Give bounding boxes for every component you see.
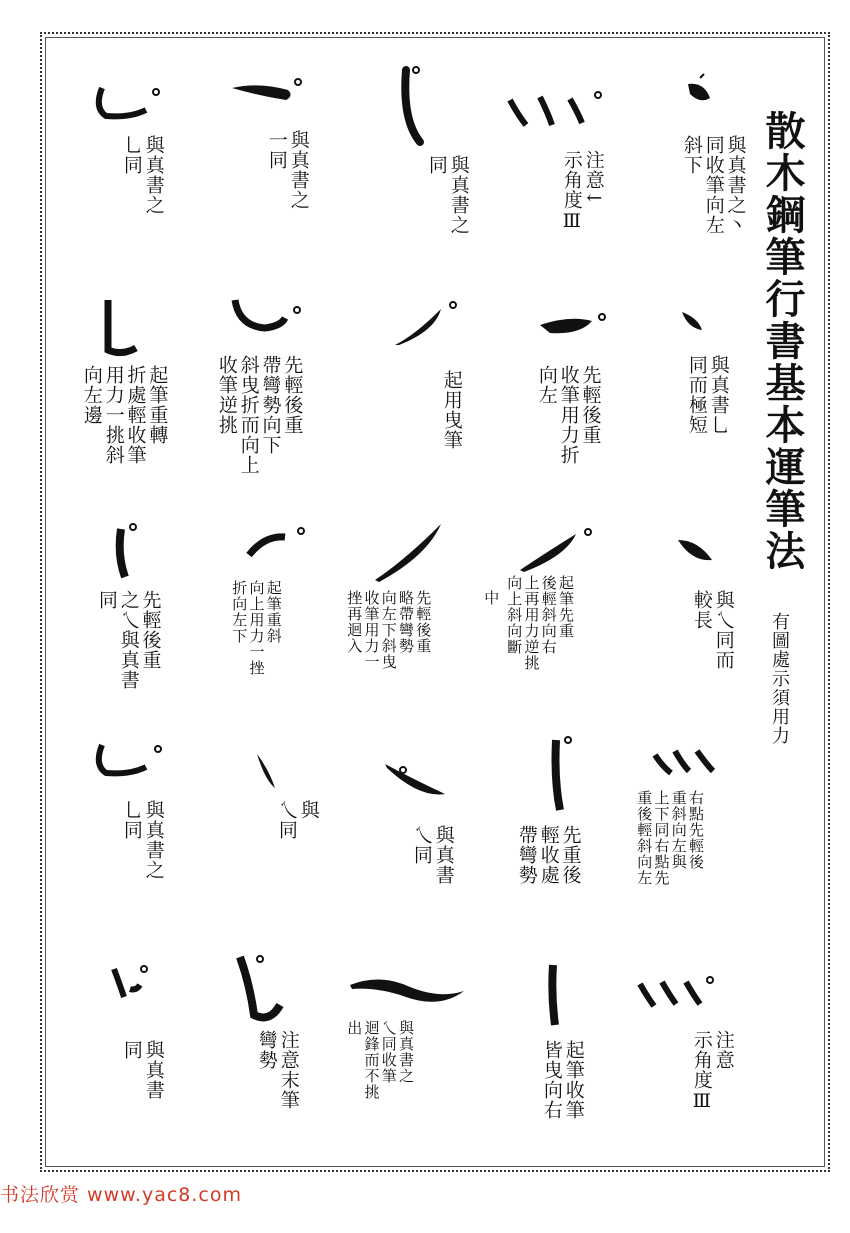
brush-stroke-diagram — [535, 955, 575, 1035]
brush-stroke-diagram — [95, 515, 155, 585]
brush-stroke-diagram — [235, 515, 315, 565]
brush-stroke-diagram — [520, 305, 610, 345]
stroke-note: 起筆收筆 皆曳向右 — [540, 1040, 585, 1120]
brush-stroke-diagram — [80, 78, 170, 128]
page-subtitle: 有圖處示須用力 — [769, 612, 790, 745]
brush-stroke-diagram — [225, 290, 305, 340]
stroke-note: 與 乀同 — [275, 800, 320, 840]
watermark-footer: 书法欣赏 www.yac8.com — [0, 1184, 242, 1206]
brush-stroke-diagram — [210, 945, 300, 1035]
brush-stroke-diagram — [500, 85, 610, 135]
stroke-note: 與真書 同 — [120, 1040, 165, 1100]
stroke-note: 與真書之 乚同 — [120, 800, 165, 880]
brush-stroke-diagram — [668, 520, 728, 570]
brush-stroke-diagram — [80, 735, 170, 785]
stroke-note: 起用曳筆 — [440, 370, 463, 450]
stroke-note: 先重後 輕收處 帶彎勢 — [515, 825, 582, 885]
brush-stroke-diagram — [100, 955, 160, 1015]
brush-stroke-diagram — [218, 68, 308, 108]
brush-stroke-diagram — [392, 60, 432, 150]
stroke-note: 注意末筆 彎勢 — [255, 1030, 300, 1110]
stroke-note: 注意↓ 示角度Ⅲ — [560, 150, 605, 233]
stroke-note: 起筆重轉 折處輕收筆 用力一挑斜 向左邊 — [80, 365, 169, 465]
stroke-note: 中 — [482, 590, 501, 606]
stroke-note: 起筆重斜 向上用力一挫 折向左下 — [230, 580, 283, 676]
stroke-note: 與真書之 一同 — [265, 130, 310, 210]
page-title: 散木鋼筆行書基本運筆法 — [759, 110, 806, 572]
brush-stroke-diagram — [680, 72, 720, 112]
brush-stroke-diagram — [630, 970, 720, 1020]
brush-stroke-diagram — [340, 965, 480, 1015]
stroke-note: 起筆先重 後輕斜向右 上再用力逆挑 向上斜向斷 — [505, 575, 575, 671]
brush-stroke-diagram — [245, 740, 305, 800]
stroke-note: 注意 示角度Ⅲ — [690, 1030, 735, 1113]
stroke-note: 與真書之 同 — [425, 155, 470, 235]
brush-stroke-diagram — [540, 730, 580, 820]
stroke-note: 與真書之丶 同收筆向左 斜下 — [680, 135, 747, 235]
stroke-note: 先輕後重 略帶彎勢 向左下斜曳 收筆用力一 挫再迴入 — [345, 590, 433, 670]
brush-stroke-diagram — [90, 290, 150, 370]
stroke-note: 與乀同而 較長 — [690, 590, 735, 670]
stroke-note: 與真書乚 同而極短 — [685, 355, 730, 435]
brush-stroke-diagram — [510, 520, 600, 580]
stroke-note: 與真書之 乀同收筆 迴鋒而不挑 出 — [345, 1020, 415, 1100]
brush-stroke-diagram — [668, 300, 718, 340]
brush-stroke-diagram — [365, 510, 455, 590]
stroke-note: 右點先輕後 重斜向左與 上下同右點先 重後輕斜向左 — [635, 790, 705, 886]
stroke-note: 與真書之 乚同 — [120, 135, 165, 215]
stroke-note: 與真書 乀同 — [410, 825, 455, 885]
stroke-note: 先輕後重 帶彎勢向下 斜曳折而向上 收筆逆挑 — [215, 355, 304, 475]
stroke-note: 先輕後重 收筆用力折 向左 — [535, 365, 602, 465]
stroke-note: 先輕後重 之乀與真書 同 — [95, 590, 162, 690]
brush-stroke-diagram — [385, 295, 465, 355]
brush-stroke-diagram — [645, 735, 735, 785]
brush-stroke-diagram — [375, 750, 465, 810]
